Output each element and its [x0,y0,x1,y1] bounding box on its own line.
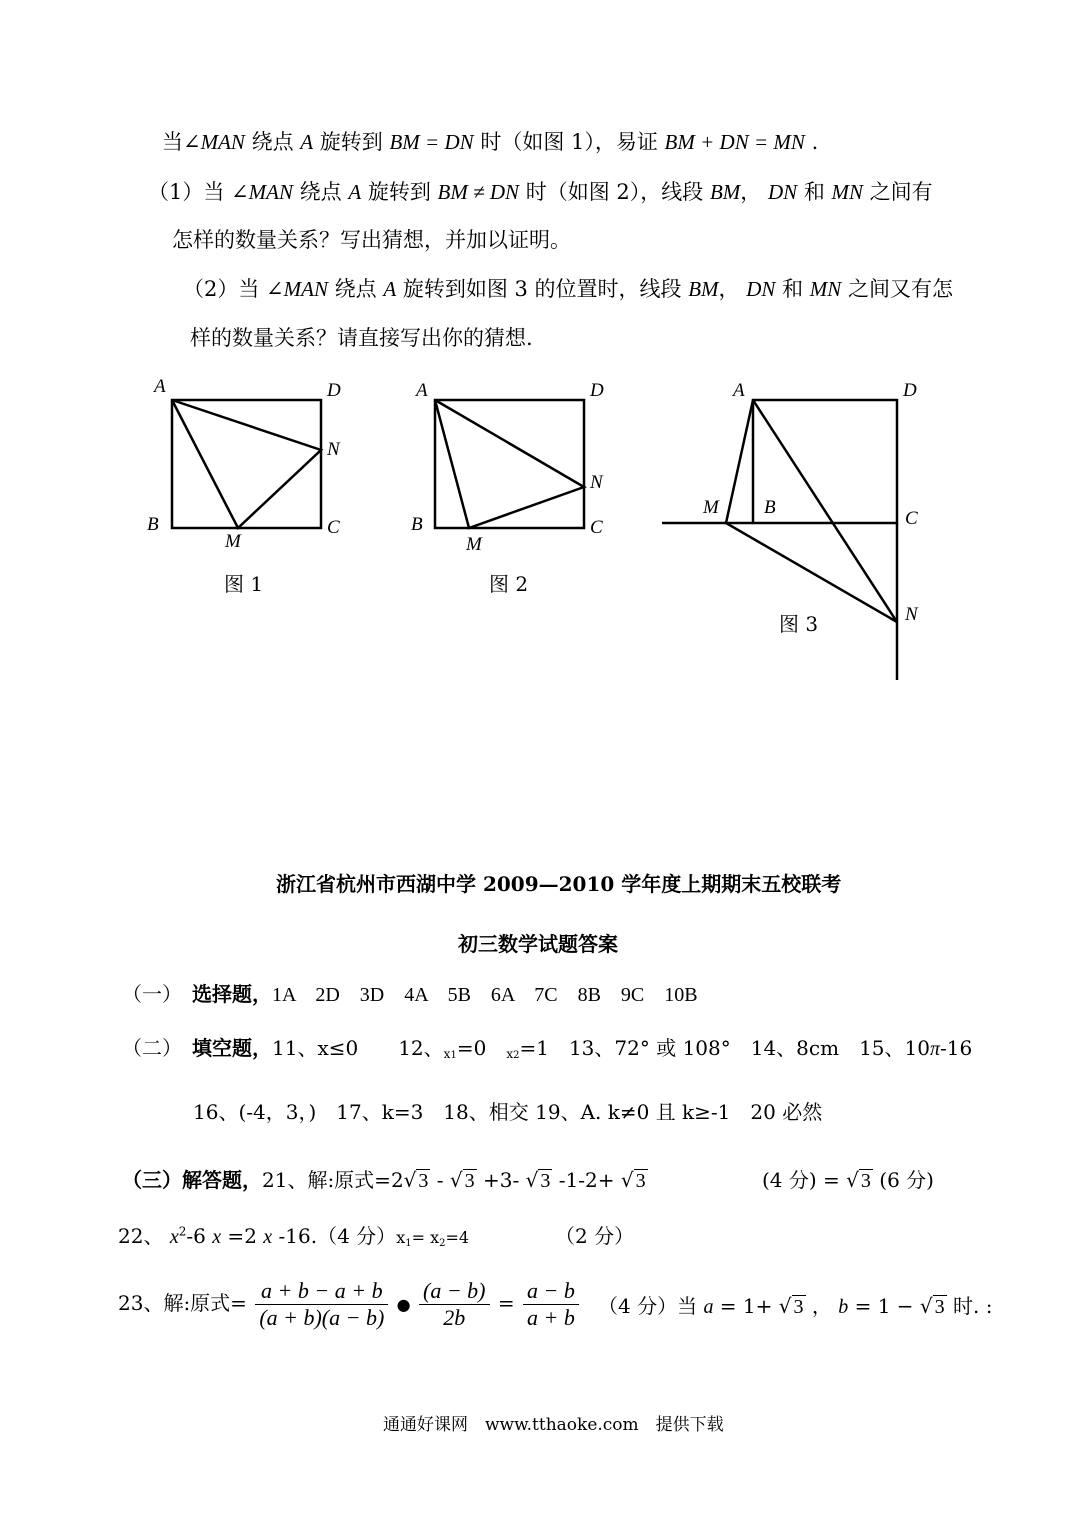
figure-3-caption: 图 3 [779,612,819,636]
figure-3-label-m: M [703,497,719,518]
section-1-choice: （一） 选择题，1A 2D 3D 4A 5B 6A 7C 8B 9C 10B [122,982,698,1006]
page-footer: 通通好课网 www.tthaoke.com 提供下载 [383,1415,724,1435]
section-3-q21: （三）解答题，21、解:原式=2√ 3 - √ 3 +3- √ 3 -1-2+ √ 3 [122,1168,646,1192]
intro-line: 当∠MAN 绕点 A 旋转到 BM = DN 时（如图 1），易证 BM + DN = MN . [162,130,819,154]
question-1-line-1: （1）当 ∠MAN 绕点 A 旋转到 BM ≠ DN 时（如图 2），线段 BM， DN 和 MN 之间有 [148,180,933,204]
figure-1-label-b: B [147,514,159,535]
section-3-q22: 22、 $x^2-6$ x =2 x -16.（4 分）$x_1= x_2=4$ [118,1224,470,1249]
figure-1-caption: 图 1 [224,572,264,596]
figure-2-label-m: M [466,534,482,555]
figure-3-label-a: A [733,380,745,401]
figure-2-label-n: N [590,472,603,493]
figure-3-label-n: N [905,604,918,625]
figure-2-label-a: A [416,380,428,401]
geometry-figures [0,0,1087,720]
question-2-line-1: （2）当 ∠MAN 绕点 A 旋转到如图 3 的位置时，线段 BM， DN 和 MN 之间又有怎 [183,277,953,301]
section-3-q21-score: (4 分) = √ 3 (6 分) [762,1168,934,1192]
figure-2 [435,400,584,528]
figure-2-label-d: D [590,380,604,401]
figure-3-labels [702,380,919,625]
figure-1-label-n: N [327,439,340,460]
figure-3-triangle [726,400,897,622]
figure-1-label-m: M [225,531,241,552]
section-2-fill-line-2: 16、(-4，3，) 17、k=3 18、相交 19、A. k≠0 且 k≥-1 20 必然 [193,1100,823,1124]
figure-1 [172,400,321,528]
section-3-q22-score: （2 分） [555,1224,635,1248]
figure-1-triangle [172,400,321,528]
section-3-q23: 23、解:原式= $\frac{a + b - a + b}{(a + b)(a - b)}$ ● $\frac{(a - b)}{2b}$ = $\frac{a - b}{a + b}$ [118,1280,581,1329]
question-1-line-2: 怎样的数量关系？写出猜想，并加以证明。 [172,228,571,252]
section-3-q23-condition: （4 分）当 a = 1+ √ 3 ， b = 1 − √ 3 时. : [598,1294,993,1318]
figure-1-label-c: C [327,517,340,538]
figure-1-label-a: A [154,376,166,397]
question-2-line-2: 样的数量关系？请直接写出你的猜想. [190,326,533,350]
figure-3-label-d: D [903,380,917,401]
section-2-fill: （二） 填空题，11、x≤0 12、$_{x1}$=0 $_{x2}$=1 13、72° 或 108° 14、8cm 15、10π-16 [122,1036,973,1061]
figure-2-square [435,400,584,528]
figure-2-label-b: B [411,514,423,535]
figure-3-label-b: B [764,497,776,518]
figure-1-square [172,400,321,528]
figure-2-label-c: C [590,517,603,538]
figure-3-label-c: C [905,508,918,529]
answers-title: 浙江省杭州市西湖中学 2009—2010 学年度上期期末五校联考 [276,872,842,896]
figure-2-triangle [435,400,584,528]
answers-subtitle: 初三数学试题答案 [458,932,618,956]
figure-3 [662,400,897,680]
figure-2-caption: 图 2 [489,572,529,596]
figure-1-label-d: D [327,380,341,401]
